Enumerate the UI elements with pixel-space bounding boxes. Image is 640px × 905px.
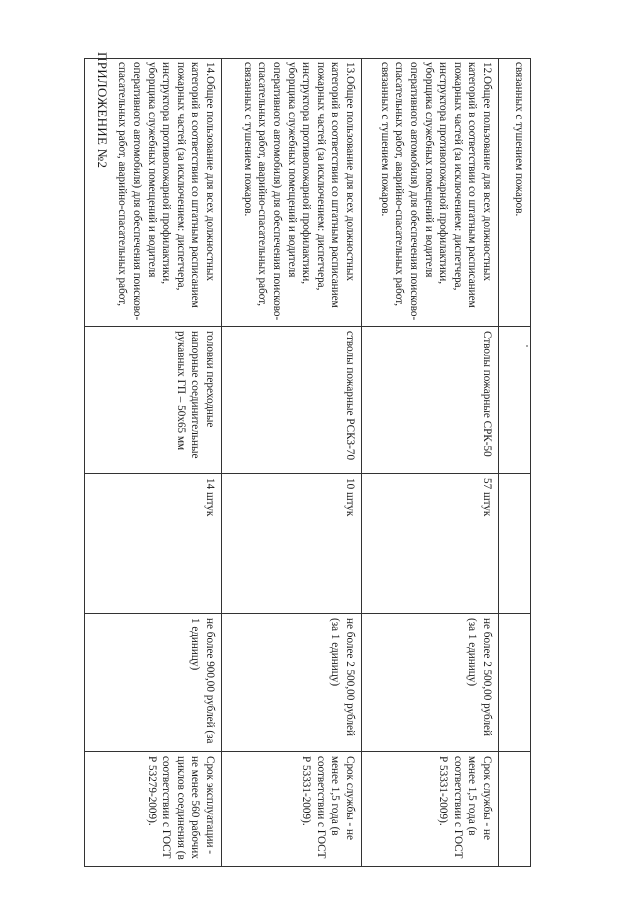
row-term: Срок эксплуатации - не менее 560 рабочих циклов соединения (в соответствии с ГОСТ Р 53279-2009). — [145, 756, 216, 860]
table-row-continuation — [499, 59, 531, 867]
item-cell — [362, 327, 499, 474]
price-cell — [362, 614, 499, 752]
row-price: не более 900,00 рублей (за 1 единицу) — [189, 618, 216, 744]
quantity-cell — [222, 474, 362, 614]
empty-cell — [499, 327, 531, 474]
price-cell — [222, 614, 362, 752]
description-cell — [362, 59, 499, 327]
row-description: 14.Общее пользование для всех должностных категорий в соответствии со штатным расписанием пожарных частей (за исключением: диспетчера, инструктора противопожарной профилактики, уборщика служебных помещений и водителя оперативного автомобиля) для обеспечения поисково-спасательных работ, аварийно-спасательных работ, — [116, 62, 216, 321]
item-cell — [85, 327, 222, 474]
price-cell — [85, 614, 222, 752]
row-term: Срок службы - не менее 1,5 года (в соответствии с ГОСТ Р 53331-2009). — [437, 756, 493, 859]
procurement-table — [84, 58, 531, 867]
description-cell — [222, 59, 362, 327]
description-cell — [85, 59, 222, 327]
row-item: головки переходные напорные соединительные рукавных ГП – 50х65 мм — [174, 331, 216, 459]
term-cell — [222, 752, 362, 867]
row-price: не более 2 500,00 рублей (за 1 единицу) — [466, 618, 493, 736]
row-description: 13.Общее пользование для всех должностных категорий в соответствии со штатным расписанием пожарных частей (за исключением: диспетчера, инструктора противопожарной профилактики, уборщика служебных помещений и водителя оперативного автомобиля) для обеспечения поисково-спасательных работ, аварийно-спасательных работ, связанных с тушением пожаров. — [241, 62, 356, 321]
empty-cell — [499, 752, 531, 867]
table-row — [85, 59, 222, 867]
continuation-cell — [499, 59, 531, 327]
row-item: Стволы пожарные СРК-50 — [481, 331, 493, 457]
table-row — [362, 59, 499, 867]
row-price: не более 2 500,00 рублей (за 1 единицу) — [329, 618, 356, 736]
appendix-title: ПРИЛОЖЕНИЕ №2 — [95, 52, 110, 169]
continuation-text: связанных с тушением пожаров. — [513, 62, 525, 217]
term-cell — [362, 752, 499, 867]
empty-cell — [499, 474, 531, 614]
quantity-cell — [85, 474, 222, 614]
table-row — [222, 59, 362, 867]
row-quantity: 57 штук — [481, 478, 493, 517]
row-quantity: 10 штук — [344, 478, 356, 517]
row-item: стволы пожарные РСКЗ-70 — [344, 331, 356, 461]
row-term: Срок службы - не менее 1,5 года (в соответствии с ГОСТ Р 53331-2009). — [300, 756, 356, 859]
term-cell — [85, 752, 222, 867]
row-description: 12.Общее пользование для всех должностных категорий в соответствии со штатным расписанием пожарных частей (за исключением: диспетчера, инструктора противопожарной профилактики, уборщика служебных помещений и водителя оперативного автомобиля) для обеспечения поисково-спасательных работ, аварийно-спасательных работ, связанных с тушением пожаров. — [378, 62, 493, 321]
row-quantity: 14 штук — [204, 478, 216, 517]
empty-cell — [499, 614, 531, 752]
quantity-cell — [362, 474, 499, 614]
item-cell — [222, 327, 362, 474]
